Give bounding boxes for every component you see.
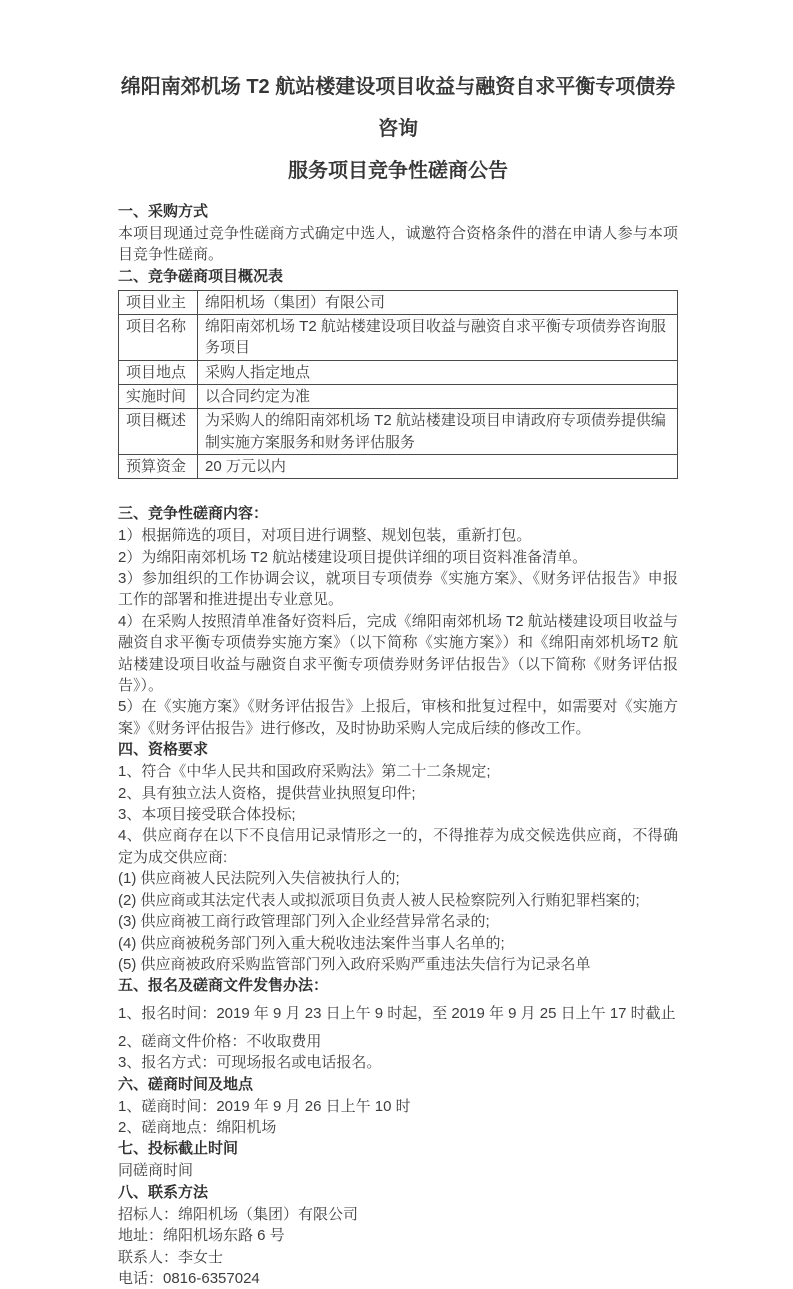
list-subitem: (3) 供应商被工商行政管理部门列入企业经营异常名录的; <box>118 913 490 931</box>
table-row-budget <box>119 454 678 478</box>
list-item: 3、本项目接受联合体投标; <box>118 806 296 824</box>
table-row <box>119 290 678 314</box>
list-item: 1、报名时间：2019 年 9 月 23 日上午 9 时起，至 2019 年 9 月 25 日上午 17 时截止 <box>118 1005 676 1023</box>
table-row-label: 项目地点 <box>119 360 198 384</box>
section-1-heading: 一、采购方式 <box>118 203 209 220</box>
table-row <box>119 409 678 455</box>
list-item: 3）参加组织的工作协调会议，就项目专项债券《实施方案》、《财务评估报告》申报工作的部署和推进提出专业意见。 <box>118 570 678 609</box>
project-overview-table <box>118 290 678 479</box>
list-item: 2、具有独立法人资格，提供营业执照复印件; <box>118 784 416 802</box>
section-4-heading: 四、资格要求 <box>118 741 209 759</box>
section-7-body: 同磋商时间 <box>118 1162 194 1180</box>
list-item: 2、磋商文件价格：不收取费用 <box>118 1032 322 1050</box>
list-subitem: (4) 供应商被税务部门列入重大税收违法案件当事人名单的; <box>118 934 505 952</box>
document-title-line1: 绵阳南郊机场 T2 航站楼建设项目收益与融资自求平衡专项债券咨询 <box>120 76 676 140</box>
table-row-label: 项目概述 <box>119 409 198 455</box>
list-item: 2、磋商地点：绵阳机场 <box>118 1118 277 1136</box>
section-8-heading: 八、联系方法 <box>118 1183 209 1201</box>
section-7-heading: 七、投标截止时间 <box>118 1140 239 1158</box>
list-item: 4、供应商存在以下不良信用记录情形之一的，不得推荐为成交候选供应商，不得确定为成交供应商: <box>118 827 678 866</box>
list-subitem: (2) 供应商或其法定代表人或拟派项目负责人被人民检察院列入行贿犯罪档案的; <box>118 891 640 909</box>
budget-value: 20 万元以内 <box>198 454 678 478</box>
section-3-heading: 三、竞争性磋商内容： <box>118 505 269 523</box>
table-row-value: 绵阳南郊机场 T2 航站楼建设项目收益与融资自求平衡专项债券咨询服务项目 <box>198 315 678 361</box>
table-row <box>119 385 678 409</box>
section-1-body: 本项目现通过竞争性磋商方式确定中选人，诚邀符合资格条件的潜在申请人参与本项目竞争性磋商。 <box>118 225 678 264</box>
table-row-value: 采购人指定地点 <box>198 360 678 384</box>
contact-bidder-line: 招标人：绵阳机场（集团）有限公司 <box>118 1205 359 1223</box>
list-item: 3、报名方式：可现场报名或电话报名。 <box>118 1054 382 1072</box>
table-row-label: 预算资金 <box>119 454 198 478</box>
contact-phone-line: 电话：0816-6357024 <box>118 1269 260 1287</box>
list-item: 1、符合《中华人民共和国政府采购法》第二十二条规定; <box>118 763 491 781</box>
list-subitem: (1) 供应商被人民法院列入失信被执行人的; <box>118 870 400 888</box>
list-item: 1、磋商时间：2019 年 9 月 26 日上午 10 时 <box>118 1097 411 1115</box>
list-item: 4）在采购人按照清单准备好资料后，完成《绵阳南郊机场 T2 航站楼建设项目收益与融资自求平衡专项债券实施方案》（以下简称《实施方案》）和《绵阳南郊机场T2 航站楼建设项目收益与融资自求平衡专项债券财务评估报告》（以下简称《财务评估报告》）。 <box>118 612 678 695</box>
list-item: 1）根据筛选的项目，对项目进行调整、规划包装，重新打包。 <box>118 527 532 545</box>
section-6-heading: 六、磋商时间及地点 <box>118 1075 254 1093</box>
table-row-label: 实施时间 <box>119 385 198 409</box>
list-subitem: (5) 供应商被政府采购监管部门列入政府采购严重违法失信行为记录名单 <box>118 955 591 973</box>
contact-address-line: 地址：绵阳机场东路 6 号 <box>118 1227 285 1245</box>
table-row-value: 以合同约定为准 <box>198 385 678 409</box>
section-2-heading: 二、竞争磋商项目概况表 <box>118 267 284 285</box>
table-row <box>119 315 678 361</box>
table-row-label: 项目名称 <box>119 315 198 361</box>
list-item: 5）在《实施方案》《财务评估报告》上报后，审核和批复过程中，如需要对《实施方案》《财务评估报告》进行修改，及时协助采购人完成后续的修改工作。 <box>118 698 678 737</box>
document-title-line2: 服务项目竞争性磋商公告 <box>288 160 508 182</box>
table-row-value: 为采购人的绵阳南郊机场 T2 航站楼建设项目申请政府专项债券提供编制实施方案服务和财务评估服务 <box>198 409 678 455</box>
table-row-value: 绵阳机场（集团）有限公司 <box>198 290 678 314</box>
list-item: 2）为绵阳南郊机场 T2 航站楼建设项目提供详细的项目资料准备清单。 <box>118 548 588 566</box>
table-row-label: 项目业主 <box>119 290 198 314</box>
table-row <box>119 360 678 384</box>
section-5-heading: 五、报名及磋商文件发售办法： <box>118 977 329 995</box>
document-title <box>118 66 678 192</box>
contact-person-line: 联系人：李女士 <box>118 1248 224 1266</box>
